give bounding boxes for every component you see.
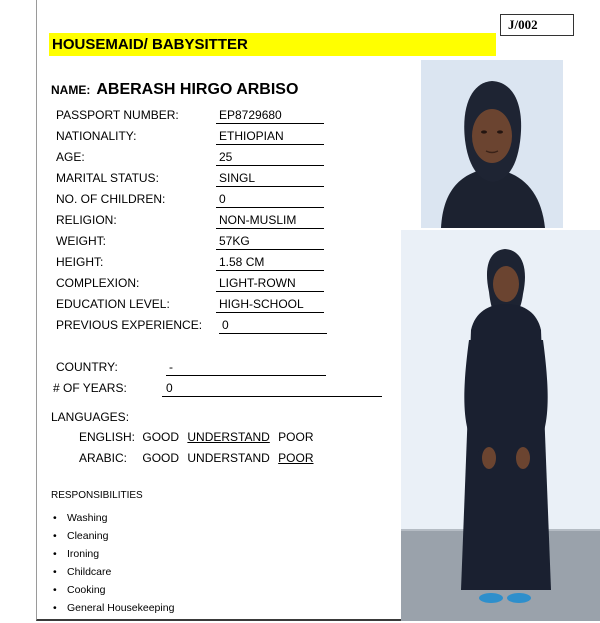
portrait-photo (421, 60, 563, 228)
personal-details (56, 106, 326, 337)
field-value: LIGHT-ROWN (216, 276, 324, 292)
field-value: 1.58 CM (216, 255, 324, 271)
language-row-english (79, 430, 314, 444)
field-row-complexion (56, 274, 326, 295)
responsibilities-heading: RESPONSIBILITIES (51, 490, 143, 501)
full-length-photo (401, 230, 600, 621)
language-row-arabic (79, 451, 314, 465)
field-value: EP8729680 (216, 108, 324, 124)
full-length-illustration (401, 230, 600, 621)
field-label: PREVIOUS EXPERIENCE: (56, 318, 203, 332)
page-title: HOUSEMAID/ BABYSITTER (52, 36, 248, 53)
country-value: - (166, 360, 326, 376)
field-value: SINGL (216, 171, 324, 187)
field-row-age (56, 148, 326, 169)
field-row-education (56, 295, 326, 316)
field-value: 0 (219, 318, 327, 334)
list-item: • Cleaning (51, 527, 174, 545)
field-value: NON-MUSLIM (216, 213, 324, 229)
field-row-nationality (56, 127, 326, 148)
years-value: 0 (162, 381, 382, 397)
years-row (53, 379, 326, 400)
field-value: 25 (216, 150, 324, 166)
field-label: EDUCATION LEVEL: (56, 297, 170, 311)
field-label: NATIONALITY: (56, 129, 137, 143)
field-row-passport (56, 106, 326, 127)
field-row-religion (56, 211, 326, 232)
field-row-experience (56, 316, 326, 337)
field-label: NO. OF CHILDREN: (56, 192, 166, 206)
languages-heading: LANGUAGES: (51, 410, 130, 424)
list-item: • Washing (51, 509, 174, 527)
field-label: MARITAL STATUS: (56, 171, 159, 185)
experience-details (53, 358, 326, 400)
level-understand: UNDERSTAND (187, 451, 270, 465)
language-label: ARABIC: (79, 451, 128, 465)
years-label: # OF YEARS: (53, 381, 127, 395)
level-good: GOOD (142, 430, 180, 444)
title-banner (49, 33, 496, 56)
field-value: ETHIOPIAN (216, 129, 324, 145)
name-value: ABERASH HIRGO ARBISO (96, 81, 299, 98)
level-poor-selected: POOR (278, 451, 314, 465)
field-label: RELIGION: (56, 213, 117, 227)
field-label: AGE: (56, 150, 85, 164)
field-row-weight (56, 232, 326, 253)
portrait-illustration (421, 60, 563, 228)
field-value: 57KG (216, 234, 324, 250)
country-label: COUNTRY: (56, 360, 118, 374)
level-understand-selected: UNDERSTAND (187, 430, 270, 444)
name-label: NAME: (51, 83, 91, 97)
field-row-height (56, 253, 326, 274)
list-item: • General Housekeeping (51, 599, 174, 617)
field-row-marital-status (56, 169, 326, 190)
field-label: COMPLEXION: (56, 276, 140, 290)
list-item: • Childcare (51, 563, 174, 581)
field-label: HEIGHT: (56, 255, 104, 269)
field-value: HIGH-SCHOOL (216, 297, 324, 313)
level-poor: POOR (278, 430, 314, 444)
field-row-children (56, 190, 326, 211)
field-label: PASSPORT NUMBER: (56, 108, 179, 122)
level-good: GOOD (142, 451, 180, 465)
candidate-name (51, 81, 298, 99)
field-label: WEIGHT: (56, 234, 106, 248)
list-item: • Cooking (51, 581, 174, 599)
country-row (56, 358, 326, 379)
list-item: • Ironing (51, 545, 174, 563)
field-value: 0 (216, 192, 324, 208)
responsibilities-list (51, 509, 174, 617)
reference-number: J/002 (500, 14, 574, 36)
language-label: ENGLISH: (79, 430, 136, 444)
